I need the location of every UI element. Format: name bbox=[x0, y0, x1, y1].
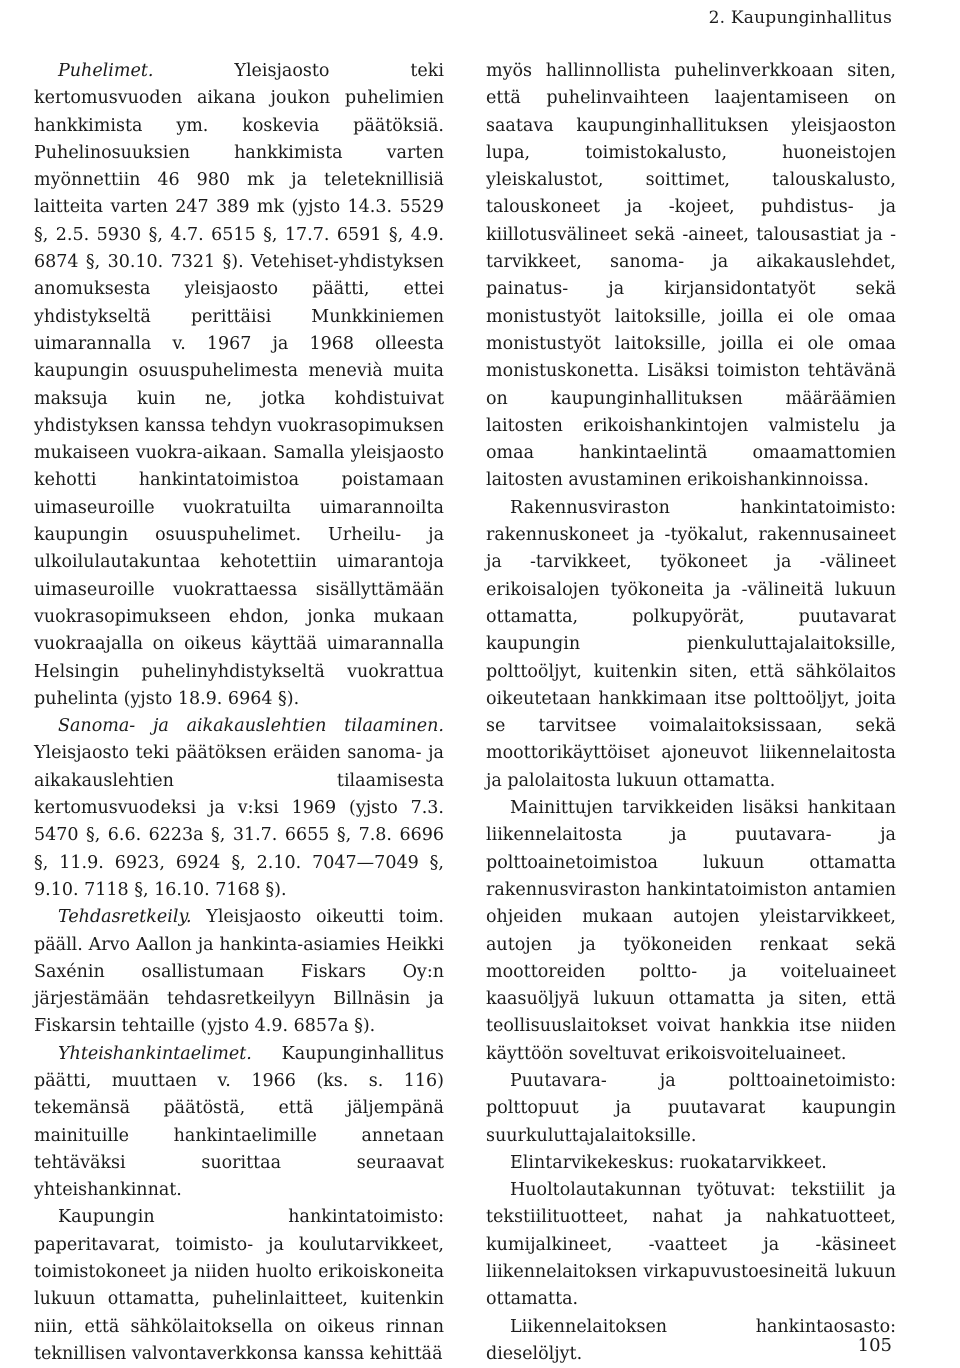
heading-sanoma: Sanoma- ja aikakauslehtien tilaaminen. bbox=[58, 716, 444, 737]
paragraph-elintarvike: Elintarvikekeskus: ruokatarvikkeet. bbox=[510, 1152, 827, 1173]
paragraph-mainittujen: Mainittujen tarvikkeiden lisäksi hankitaan liikennelaitosta ja puutavara- ja polttoainetoimistoa lukuun ottamatta rakennusviraston hankintatoimiston antamien ohjeiden mukaan autojen yleistarvikkeet, autojen ja työkoneiden renkaat sekä moottoreiden poltto- ja voiteluaineet kaasuöljyä lukuun ottamatta ja siten, että teollisuuslaitokset voivat hankkia itse niiden käyttöön soveltuvat erikoisvoiteluaineet. bbox=[486, 798, 896, 1064]
paragraph-puutavara: Puutavara- ja polttoainetoimisto: polttopuut ja puutavarat kaupungin suurkuluttajalaitoksille. bbox=[486, 1070, 896, 1146]
text-puhelimet: Yleisjaosto teki kertomusvuoden aikana joukon puhelimien hankkimista ym. koskevia päätöksiä. Puhelinosuuksien hankkimista varten myönnettiin 46 980 mk ja teleteknillisiä laitteita varten 247 389 mk (yjsto 14.3. 5529 §, 2.5. 5930 §, 4.7. 6515 §, 17.7. 6591 §, 4.9. 6874 §, 30.10. 7321 §). Vetehiset-yhdistyksen anomuksesta yleisjaosto päätti, ettei yhdistykseltä perittäisi Munkkiniemen uimarannalla v. 1967 ja 1968 olleesta kaupungin osuuspuhelimesta menevià muita maksuja kuin ne, jotka kohdistuivat yhdistyksen kanssa tehdyn vuokrasopimuksen mukaiseen vuokra-aikaan. Samalla yleisjaosto kehotti hankintatoimistoa poistamaan uimaseuroille vuokratuilta uimarannoilta kaupungin osuuspuhelimet. Urheilu- ja ulkoilulautakuntaa kehotettiin uimarantoja uimaseuroille vuokrattaessa sisällyttämään vuokrasopimukseen ehdon, jonka mukaan vuokraajalla on oikeus käyttää uimarannalla Helsingin puhelinyhdistykseltä vuokrattua puhelinta (yjsto 18.9. 6964 §). bbox=[34, 61, 444, 709]
running-header: 2. Kaupunginhallitus bbox=[708, 8, 892, 28]
right-column bbox=[486, 58, 896, 1368]
page-number: 105 bbox=[857, 1335, 892, 1356]
heading-tehdas: Tehdasretkeily. bbox=[58, 907, 192, 928]
paragraph-yhteis bbox=[34, 1041, 444, 1205]
paragraph-kaupungin: Kaupungin hankintatoimisto: paperitavarat, toimisto- ja koulutarvikkeet, toimistokoneet ja niiden huolto erikoiskoneita lukuun ottamatta, puhelinlaitteet, kuitenkin niin, että sähkölaitoksella on oikeus rinnan teknillisen valvontaverkkonsa kanssa kehittää bbox=[34, 1207, 444, 1364]
left-column bbox=[34, 58, 444, 1368]
text-tehdas: Yleisjaosto oikeutti toim. pääll. Arvo Aallon ja hankinta-asiamies Heikki Saxénin osallistumaan Fiskars Oy:n järjestämään tehdasretkeilyyn Billnäsin ja Fiskarsin tehtaille (yjsto 4.9. 6857a §). bbox=[34, 907, 444, 1037]
text-sanoma: Yleisjaosto teki päätöksen eräiden sanoma- ja aikakauslehtien tilaamisesta kertomusvuodeksi ja v:ksi 1969 (yjsto 7.3. 5470 §, 6.6. 6223a §, 31.7. 6655 §, 7.8. 6696 §, 11.9. 6923, 6924 §, 2.10. 7047—7049 §, 9.10. 7118 §, 16.10. 7168 §). bbox=[34, 743, 444, 900]
paragraph-puhelimet bbox=[34, 58, 444, 713]
paragraph-liikenne: Liikennelaitoksen hankintaosasto: dieselöljyt. bbox=[486, 1316, 896, 1364]
paragraph-rakennus: Rakennusviraston hankintatoimisto: rakennuskoneet ja -työkalut, rakennusaineet ja -tarvikkeet, työkoneet ja -välineet erikoisalojen työkoneita ja -välineitä lukuun ottamatta, polkupyörät, puutavarat kaupungin pienkuluttajalaitoksille, polttoöljyt, kuitenkin siten, että sähkölaitos oikeutetaan hankkimaan itse polttoöljyt, joita se tarvitsee voimalaitoksissaan, sekä moottorikäyttöiset ajoneuvot liikennelaitosta ja palolaitosta lukuun ottamatta. bbox=[486, 497, 896, 791]
paragraph-huolto: Huoltolautakunnan työtuvat: tekstiilit ja tekstiilituotteet, nahat ja nahkatuotteet, kumijalkineet, -vaatteet ja -käsineet liikennelaitoksen virkapuvustoesineitä lukuun ottamatta. bbox=[486, 1180, 896, 1310]
paragraph-sanoma bbox=[34, 713, 444, 904]
heading-puhelimet: Puhelimet. bbox=[58, 61, 154, 81]
paragraph-continuation: myös hallinnollista puhelinverkkoaan siten, että puhelinvaihteen laajentamiseen on saatava kaupunginhallituksen yleisjaoston lupa, toimistokalusto, huoneistojen yleiskalustot, soittimet, talouskalusto, talouskoneet ja -kojeet, puhdistus- ja kiillotusvälineet sekä -aineet, talousastiat ja -tarvikkeet, sanoma- ja aikakauslehdet, painatus- ja kirjansidontatyöt sekä monistustyöt laitoksille, joilla ei ole omaa monistustyöt laitoksille, joilla ei ole omaa monistuskonetta. Lisäksi toimiston tehtävänä on kaupunginhallituksen määräämien laitosten erikoishankintojen valmistelu ja omaa hankintaelintä omaamattomien laitosten avustaminen erikoishankinnoissa. bbox=[486, 61, 896, 491]
text-yhteis: Kaupunginhallitus päätti, muuttaen v. 1966 (ks. s. 116) tekemänsä päätöstä, että jäljempänä mainituille hankintaelimille annetaan tehtäväksi suorittaa seuraavat yhteishankinnat. bbox=[34, 1043, 444, 1201]
paragraph-tehdas bbox=[34, 904, 444, 1040]
heading-yhteis: Yhteishankintaelimet. bbox=[58, 1043, 252, 1064]
